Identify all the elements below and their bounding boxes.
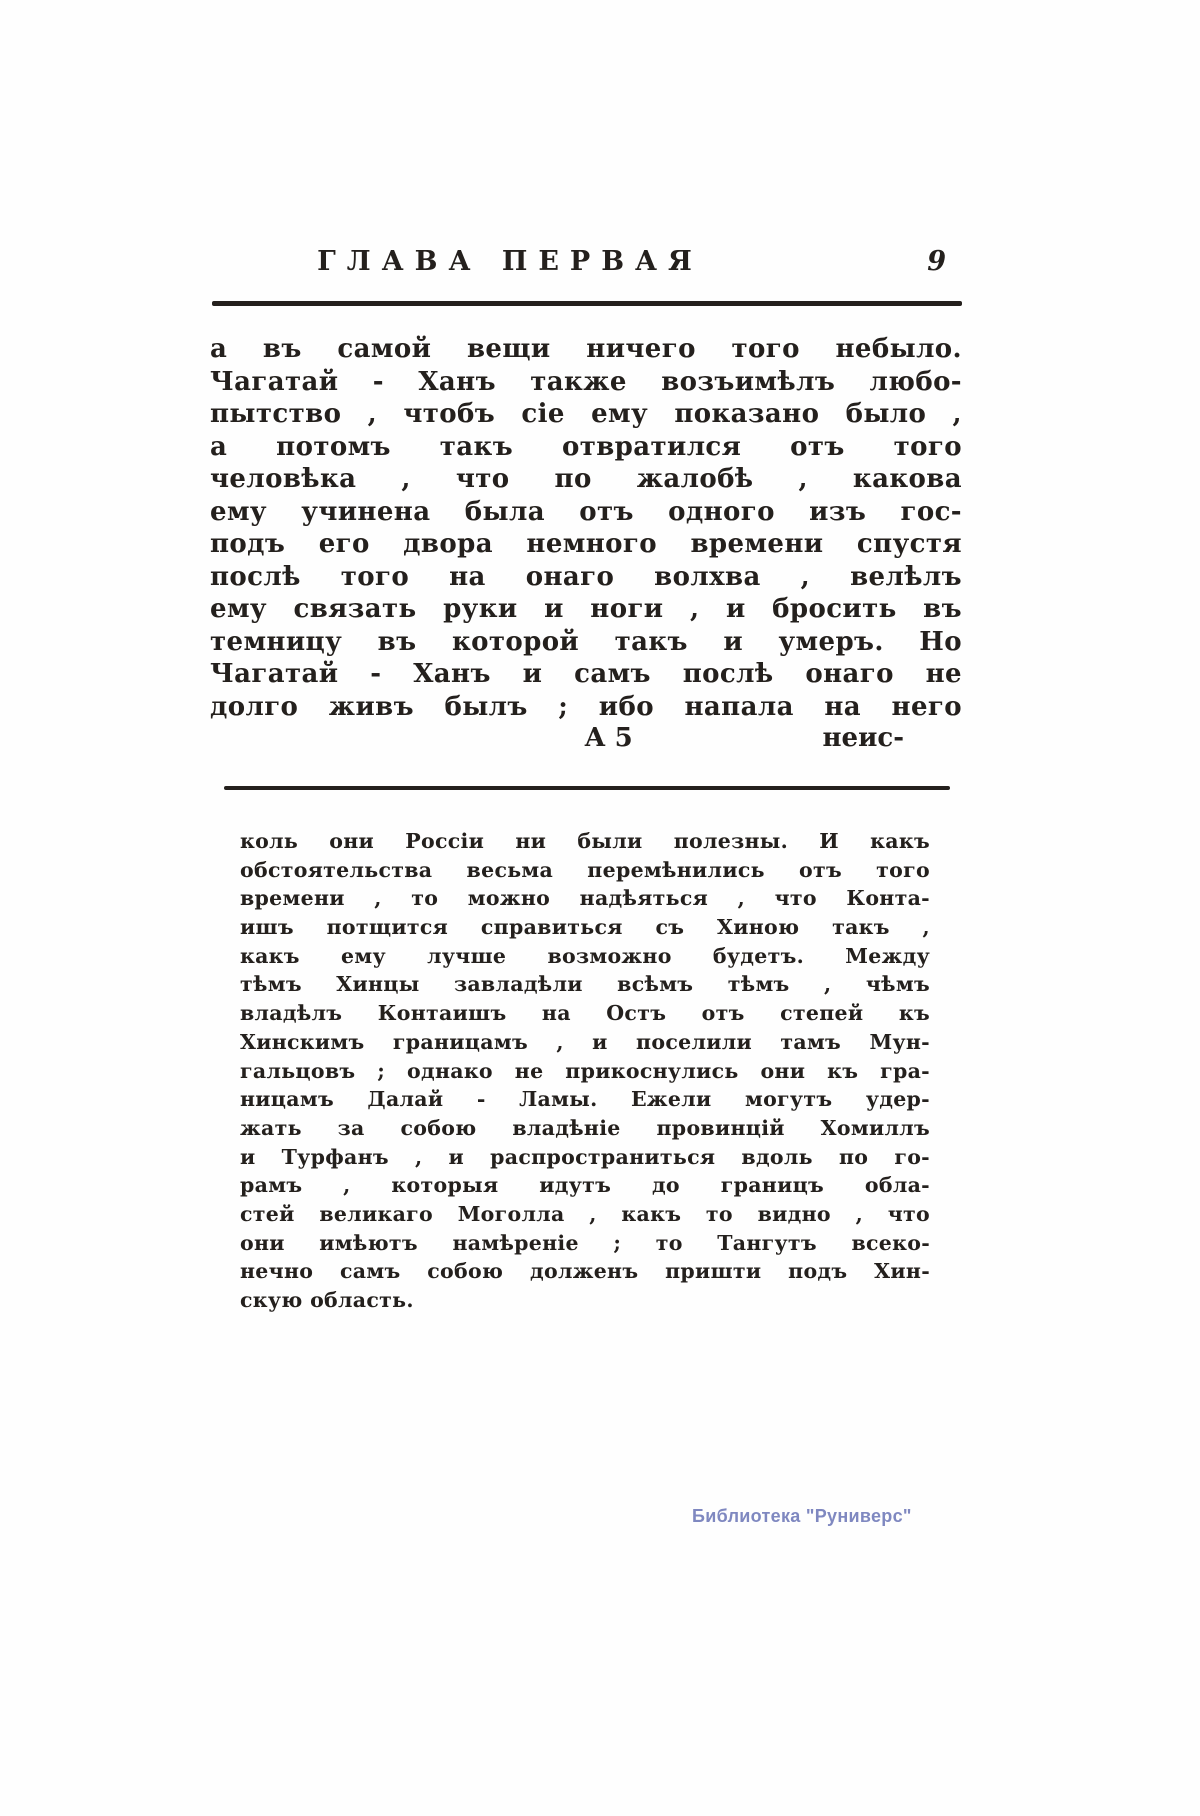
text-line: тѣмъ Хинцы завладѣли всѣмъ тѣмъ , чѣмъ: [240, 972, 930, 997]
text-line: Чагатай - Ханъ и самъ послѣ онаго не: [210, 659, 962, 689]
text-line: и Турфанъ , и распространиться вдоль по го-: [240, 1144, 930, 1169]
text-line: жать за собою владѣніе провинцій Хомиллъ: [240, 1115, 930, 1140]
text-line: а потомъ такъ отвратился отъ того: [210, 431, 962, 462]
text-line: пытство , чтобъ сіе ему показано было ,: [210, 399, 962, 429]
text-line: какъ ему лучше возможно будетъ. Между: [240, 943, 930, 968]
text-line: долго живъ былъ ; ибо напала на него: [210, 691, 962, 722]
text-line: Чагатай - Ханъ также возъимѣлъ любо-: [210, 366, 962, 397]
footnote-rule: [224, 786, 950, 790]
text-line: человѣка , что по жалобѣ , какова: [210, 464, 962, 494]
chapter-title: ГЛАВА ПЕРВАЯ: [317, 246, 703, 277]
text-line: обстоятельства весьма перемѣнились отъ того: [240, 857, 930, 882]
page-number: 9: [927, 246, 946, 277]
text-line: гальцовъ ; однако не прикоснулись они къ гра-: [240, 1058, 930, 1083]
text-line: стей великаго Моголла , какъ то видно , что: [240, 1201, 930, 1226]
text-line: ишъ потщится справиться съ Хиною такъ ,: [240, 915, 930, 940]
text-line: они имѣютъ намѣреніе ; то Тангутъ всеко-: [240, 1230, 930, 1255]
text-line: владѣлъ Контаишъ на Остъ отъ степей къ: [240, 1001, 930, 1026]
text-line: ему учинена была отъ одного изъ гос-: [210, 496, 962, 527]
text-line: времени , то можно надѣяться , что Конта-: [240, 886, 930, 911]
library-watermark: Библиотека "Руниверс": [692, 1506, 912, 1526]
text-line: ницамъ Далай - Ламы. Ежели могутъ удер-: [240, 1087, 930, 1112]
text-line: а въ самой вещи ничего того небыло.: [210, 334, 962, 364]
catchword: неис-: [822, 723, 904, 753]
text-line: коль они Россіи ни были полезны. И какъ: [240, 829, 930, 853]
signature-mark: А 5: [584, 723, 633, 753]
chapter-header: [210, 246, 962, 288]
header-rule: [212, 301, 962, 306]
text-line: скую область.: [240, 1288, 414, 1312]
main-text-block: [210, 333, 962, 723]
text-line: Хинскимъ границамъ , и поселили тамъ Мун-: [240, 1029, 930, 1054]
text-line: рамъ , которыя идутъ до границъ обла-: [240, 1173, 930, 1198]
text-line: темницу въ которой такъ и умеръ. Но: [210, 626, 962, 657]
text-line: нечно самъ собою долженъ пришти подъ Хин-: [240, 1259, 930, 1284]
text-line: послѣ того на онаго волхва , велѣлъ: [210, 561, 962, 592]
footnote-block: [240, 827, 930, 1315]
signature-row: [210, 723, 962, 757]
text-line: ему связать руки и ноги , и бросить въ: [210, 594, 962, 624]
text-line: подъ его двора немного времени спустя: [210, 529, 962, 559]
